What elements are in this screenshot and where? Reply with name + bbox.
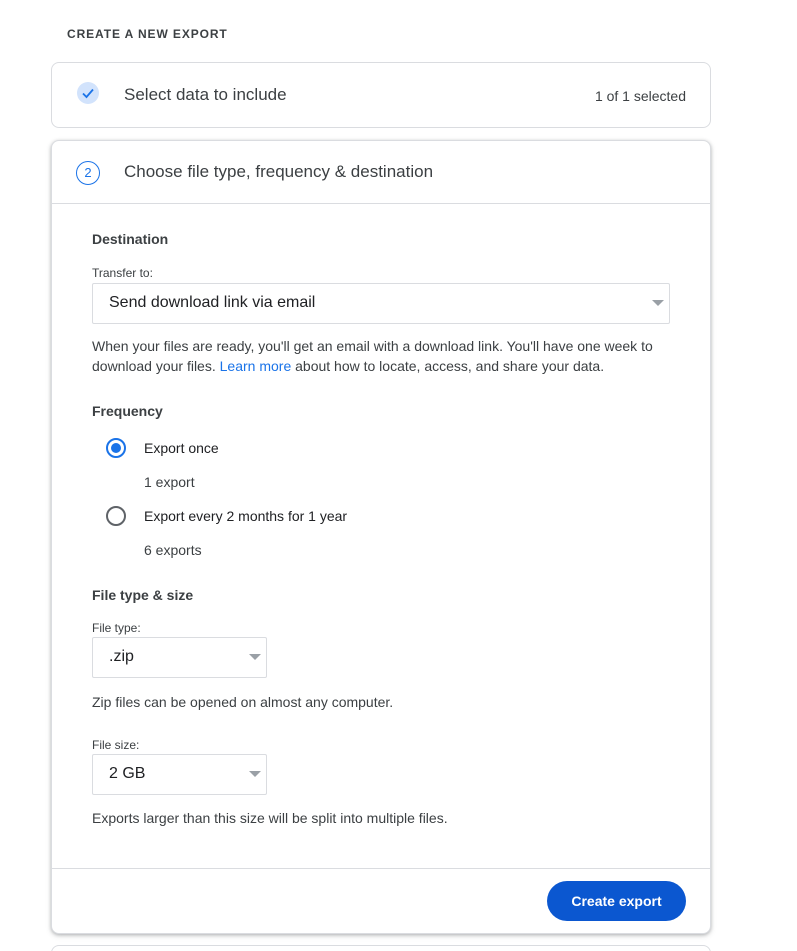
check-icon: [77, 82, 99, 104]
file-size-select[interactable]: [92, 754, 267, 795]
export-once-label[interactable]: Export once: [144, 440, 219, 456]
step2-title: Choose file type, frequency & destination: [124, 162, 434, 181]
file-size-help: Exports larger than this size will be split into multiple files.: [92, 810, 448, 826]
learn-more-link[interactable]: Learn more: [219, 358, 292, 374]
step1-title: Select data to include: [124, 85, 287, 104]
step2-footer: [52, 868, 710, 934]
selection-count: 1 of 1 selected: [594, 88, 686, 104]
section-heading: CREATE A NEW EXPORT: [67, 27, 228, 41]
transfer-value: Send download link via email: [109, 294, 316, 311]
create-export-button[interactable]: Create export: [547, 881, 686, 921]
file-type-select[interactable]: [92, 637, 267, 678]
step1-card[interactable]: [51, 62, 711, 128]
file-size-value: 2 GB: [109, 765, 146, 782]
export-once-count: 1 export: [144, 474, 195, 490]
step-number-badge: 2: [76, 161, 100, 185]
transfer-select[interactable]: [92, 283, 670, 324]
frequency-heading: Frequency: [92, 403, 163, 419]
dropdown-arrow-icon: [249, 654, 261, 660]
step2-card: [51, 140, 711, 934]
radio-export-once[interactable]: [106, 438, 126, 458]
file-type-value: .zip: [109, 648, 134, 665]
export-recurring-label[interactable]: Export every 2 months for 1 year: [144, 508, 348, 524]
transfer-label: Transfer to:: [92, 266, 153, 280]
file-heading: File type & size: [92, 587, 194, 603]
next-step-card: [51, 945, 711, 951]
radio-export-recurring[interactable]: [106, 506, 126, 526]
dropdown-arrow-icon: [249, 771, 261, 777]
destination-heading: Destination: [92, 231, 169, 247]
step2-header[interactable]: [52, 141, 710, 204]
file-size-label: File size:: [92, 738, 140, 752]
file-type-help: Zip files can be opened on almost any computer.: [92, 694, 394, 710]
dropdown-arrow-icon: [652, 300, 664, 306]
destination-help: When your files are ready, you'll get an email with a download link. You'll have one week to download your files. Learn more about how to locate, access, and share your data.: [92, 338, 653, 374]
file-type-label: File type:: [92, 621, 141, 635]
export-recurring-count: 6 exports: [144, 542, 202, 558]
